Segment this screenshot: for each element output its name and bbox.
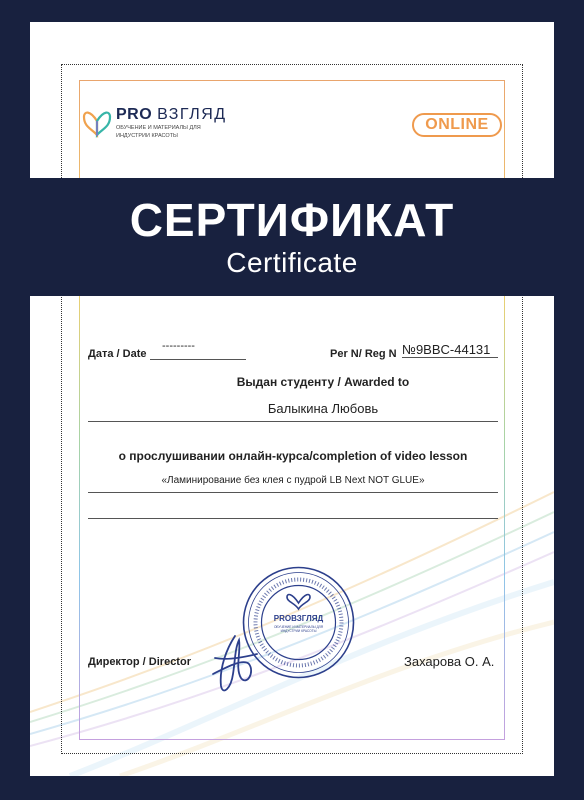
- title-band: [0, 178, 584, 296]
- brand-logo: [82, 106, 227, 140]
- student-line: [88, 421, 498, 422]
- stamp-line-1: ОБУЧЕНИЕ И МАТЕРИАЛЫ ДЛЯ: [273, 625, 324, 629]
- date-value: ---------: [162, 340, 195, 352]
- online-badge: ONLINE: [412, 113, 502, 137]
- director-name: Захарова О. А.: [404, 654, 495, 669]
- brand-tagline-2: ИНДУСТРИИ КРАСОТЫ: [116, 133, 178, 139]
- course-line-1: [88, 492, 498, 493]
- course-name: «Ламинирование без клея с пудрой LB Next NOT GLUE»: [161, 475, 425, 486]
- reg-label: Per N/ Reg N: [330, 348, 397, 360]
- date-line: [150, 359, 246, 360]
- butterfly-icon: [82, 107, 112, 139]
- reg-line: [402, 357, 498, 358]
- director-signature: [205, 628, 265, 698]
- brand-name: PRO ВЗГЛЯД: [116, 106, 227, 123]
- student-name: Балыкина Любовь: [267, 401, 379, 416]
- reg-value: №9BBC-44131: [402, 342, 491, 357]
- title-ru: СЕРТИФИКАТ: [129, 194, 455, 246]
- director-label: Директор / Director: [88, 656, 191, 668]
- date-label: Дата / Date: [88, 348, 147, 360]
- awarded-heading: Выдан студенту / Awarded to: [236, 375, 410, 389]
- brand-tagline-1: ОБУЧЕНИЕ И МАТЕРИАЛЫ ДЛЯ: [116, 125, 201, 131]
- stamp-brand: PROВЗГЛЯД: [273, 614, 324, 623]
- course-heading: о прослушивании онлайн-курса/completion of video lesson: [118, 449, 468, 463]
- title-en: Certificate: [226, 247, 358, 278]
- course-line-2: [88, 518, 498, 519]
- stamp-line-2: ИНДУСТРИИ КРАСОТЫ: [280, 629, 317, 633]
